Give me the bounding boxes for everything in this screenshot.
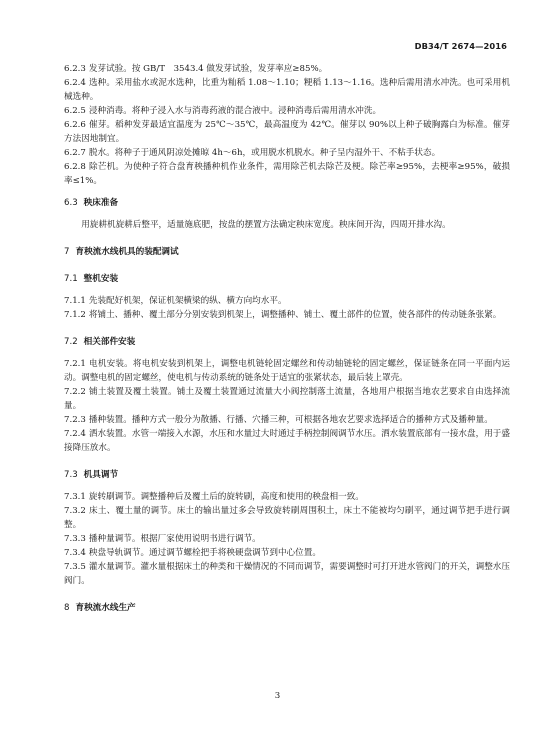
page-number: 3: [274, 691, 281, 701]
clause-number: 7.1.2: [64, 310, 86, 320]
clause-text: 床土、覆土量的调节。床土的输出量过多会导致旋转刷周围积土，床土不能被均匀刷平，通过调节把手进行调整。: [64, 506, 510, 530]
chapter-heading-8: [64, 601, 510, 615]
clause-number: 6.2.3: [64, 64, 86, 74]
section-number: 7.1: [64, 274, 78, 284]
clause-number: 6.2.4: [64, 78, 86, 88]
section-heading-6-3: [64, 196, 510, 210]
clause-7-1-2: [64, 308, 510, 322]
section-number: 7.3: [64, 470, 78, 480]
clause-text: 播种装置。播种方式一般分为散播、行播、穴播三种，可根据各地农艺要求选择适合的播种方式及播种量。: [88, 415, 493, 425]
clause-7-2-4: [64, 427, 510, 455]
clause-number: 7.3.4: [64, 548, 86, 558]
clause-number: 6.2.6: [64, 120, 86, 130]
clause-7-3-2: [64, 504, 510, 532]
section-heading-7-1: [64, 272, 510, 286]
clause-text: 铺土装置及覆土装置。铺土及覆土装置通过流量大小阀控制落土流量，各地用户根据当地农艺要求自由选择流量。: [64, 387, 510, 411]
clause-7-1-1: [64, 294, 510, 308]
clause-number: 7.3.3: [64, 534, 86, 544]
clause-6-2-4: [64, 76, 510, 104]
clause-7-2-1: [64, 357, 510, 385]
paragraph-6-3: 用旋耕机旋耕后整平，适量施底肥，按盘的摆置方法确定秧床宽度。秧床间开沟，四周开排水沟。: [81, 220, 451, 230]
clause-text: 将铺土、播种、覆土部分分别安装到机架上，调整播种、铺土、覆土部件的位置，使各部件的传动链条张紧。: [88, 310, 502, 320]
chapter-title: 育秧流水线生产: [75, 603, 136, 613]
clause-number: 7.2.3: [64, 415, 86, 425]
chapter-number: 7: [64, 247, 70, 257]
clause-number: 7.2.4: [64, 429, 86, 439]
chapter-title: 育秧流水线机具的装配调试: [75, 247, 179, 257]
clause-text: 电机安装。将电机安装到机架上，调整电机链轮固定螺丝和传动轴链轮的固定螺丝，保证链条在同一平面内运动。调整电机的固定螺丝，使电机与传动系统的链条处于适宜的张紧状态，最后装上罩壳。: [64, 359, 510, 383]
section-heading-7-3: [64, 468, 510, 482]
clause-text: 先装配好机架，保证机架横梁的纵、横方向均水平。: [88, 296, 287, 306]
section-heading-7-2: [64, 335, 510, 349]
clause-7-2-3: [64, 413, 510, 427]
clause-6-2-6: [64, 118, 510, 146]
clause-text: 灌水量调节。灌水量根据床土的种类和干燥情况的不同而调节，需要调整时可打开进水管阀门的开关，调整水压阀门。: [64, 562, 510, 586]
section-title: 整机安装: [83, 274, 119, 284]
clause-6-2-8: [64, 160, 510, 188]
clause-6-2-7: [64, 146, 510, 160]
clause-number: 7.3.5: [64, 562, 86, 572]
standard-code: DB34/T 2674—2016: [414, 41, 507, 51]
clause-text: 催芽。稻种发芽最适宜温度为 25℃～35℃，最高温度为 42℃。催芽以 90%以上种子破胸露白为标准。催芽方法因地制宜。: [64, 120, 510, 144]
section-title: 秧床准备: [83, 198, 119, 208]
section-number: 6.3: [64, 198, 78, 208]
clause-text: 选种。采用盐水或泥水选种，比重为籼稻 1.08～1.10；粳稻 1.13～1.16。选种后需用清水冲洗。也可采用机械选种。: [64, 78, 510, 102]
clause-number: 6.2.7: [64, 148, 86, 158]
clause-number: 6.2.5: [64, 106, 86, 116]
chapter-number: 8: [64, 603, 70, 613]
clause-number: 7.3.2: [64, 506, 86, 516]
clause-7-3-1: [64, 490, 510, 504]
clause-text: 除芒机。为使种子符合盘育秧播种机作业条件，需用除芒机去除芒及梗。除芒率≥95%，去梗率≥95%，破损率≤1%。: [64, 162, 510, 186]
clause-7-3-5: [64, 560, 510, 588]
section-title: 相关部件安装: [83, 337, 136, 347]
clause-7-3-3: [64, 532, 510, 546]
clause-text: 播种量调节。根据厂家使用说明书进行调节。: [88, 534, 261, 544]
clause-text: 洒水装置。水管一端接入水源，水压和水量过大时通过手柄控制阀调节水压。洒水装置底部有一接水盘，用于盛接降压放水。: [64, 429, 510, 453]
clause-number: 7.3.1: [64, 492, 86, 502]
clause-7-2-2: [64, 385, 510, 413]
clause-number: 7.1.1: [64, 296, 86, 306]
chapter-heading-7: [64, 245, 510, 259]
clause-text: 秧盘导轨调节。通过调节螺栓把手将秧硬盘调节到中心位置。: [88, 548, 321, 558]
clause-6-2-5: [64, 104, 510, 118]
page-content: [64, 62, 510, 615]
clause-number: 7.2.1: [64, 359, 86, 369]
section-title: 机具调节: [83, 470, 119, 480]
clause-text: 旋转刷调节。调整播种后及覆土后的旋转刷，高度和使用的秧盘相一致。: [88, 492, 364, 502]
clause-7-3-4: [64, 546, 510, 560]
clause-text: 浸种消毒。将种子浸入水与消毒药液的混合液中。浸种消毒后需用清水冲洗。: [88, 106, 382, 116]
clause-number: 7.2.2: [64, 387, 86, 397]
clause-6-2-3: [64, 62, 510, 76]
section-number: 7.2: [64, 337, 78, 347]
clause-text: 脱水。将种子于通风阴凉处摊晾 4h～6h，或用脱水机脱水。种子呈内湿外干、不粘手状态。: [88, 148, 441, 158]
clause-text: 发芽试验。按 GB/T 3543.4 做发芽试验，发芽率应≥85%。: [88, 64, 328, 74]
clause-number: 6.2.8: [64, 162, 86, 172]
